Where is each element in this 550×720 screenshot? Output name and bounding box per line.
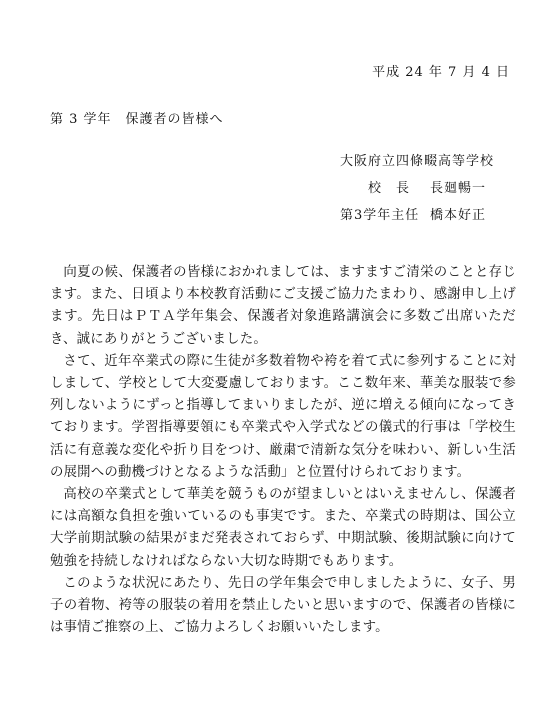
letter-recipient: 第 3 学年 保護者の皆様へ bbox=[50, 112, 224, 127]
letter-date: 平成 24 年 7 月 4 日 bbox=[372, 65, 510, 80]
director-role: 第3学年主任 bbox=[340, 208, 420, 223]
body-paragraph-request: このような状況にあたり、先日の学年集会で申しましたように、女子、男子の着物、袴等の服装の着用を禁止したいと思いますので、保護者の皆様には事情ご推察の上、ご協力よろしくお願いいたします。 bbox=[50, 575, 516, 636]
sender-school: 大阪府立四條畷高等学校 bbox=[340, 154, 495, 169]
sender-principal-row bbox=[340, 177, 494, 204]
principal-role: 校 長 bbox=[368, 181, 411, 196]
director-name: 橋本好正 bbox=[430, 208, 487, 223]
principal-name: 長廻暢一 bbox=[430, 181, 487, 196]
sender-block bbox=[340, 150, 494, 231]
body-paragraph-reasons: 高校の卒業式として華美を競うものが望ましいとはいえませんし、保護者には高額な負担を強いているのも事実です。また、卒業式の時期は、国公立大学前期試験の結果がまだ発表されておらず、中期試験、後期試験に向けて勉強を持続しなければならない大切な時期でもあります。 bbox=[50, 487, 516, 569]
body-paragraph-greeting: 向夏の候、保護者の皆様におかれましては、ますますご清栄のことと存じます。また、日頃より本校教育活動にご支援ご協力たまわり、感謝申し上げます。先日はＰＴＡ学年集会、保護者対象進路講演会に多数ご出席いただき、誠にありがとうございました。 bbox=[50, 265, 516, 347]
body-paragraph-concern: さて、近年卒業式の際に生徒が多数着物や袴を着て式に参列することに対しまして、学校として大変憂慮しております。ここ数年来、華美な服装で参列しないようにずっと指導してまいりましたが、逆に増える傾向になってきております。学習指導要領にも卒業式や入学式などの儀式的行事は「学校生活に有意義な変化や折り目をつけ、厳粛で清新な気分を味わい、新しい生活の展開への動機づけとなるような活動」と位置付けられております。 bbox=[50, 353, 516, 480]
letter-body bbox=[50, 262, 516, 639]
sender-director-row bbox=[340, 204, 494, 231]
